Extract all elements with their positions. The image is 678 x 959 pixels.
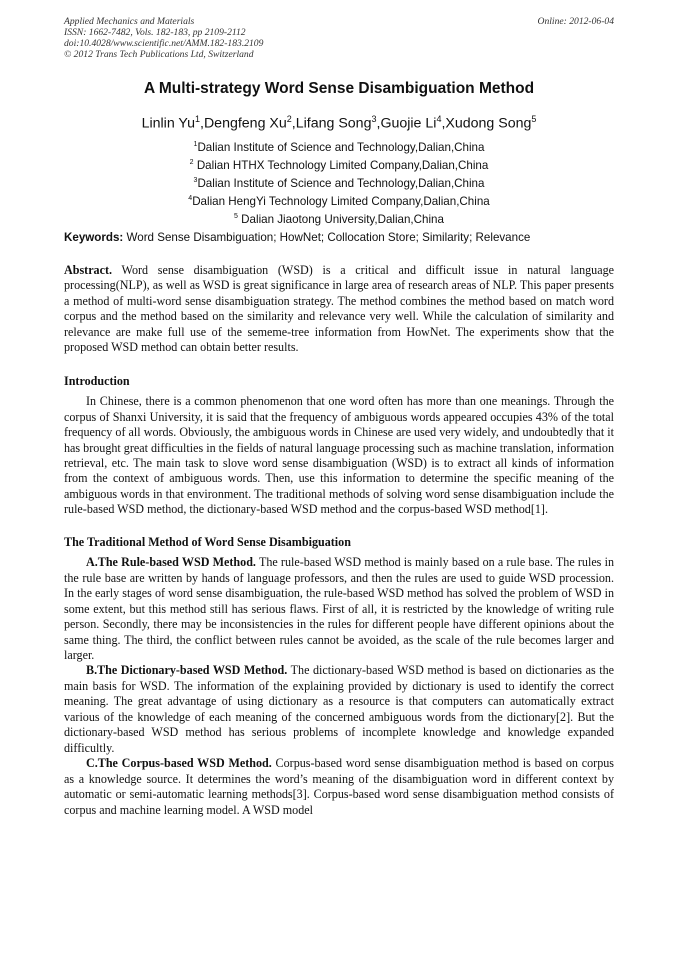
affiliation-text: Dalian HTHX Technology Limited Company,Dalian,China (196, 158, 489, 172)
keywords (64, 231, 614, 244)
author-name: Xudong Song (445, 115, 532, 132)
affiliation-sup: 3 (193, 177, 198, 185)
copyright-line: © 2012 Trans Tech Publications Ltd, Switzerland (64, 49, 254, 60)
online-date: Online: 2012-06-04 (537, 16, 614, 27)
rule-based-paragraph (64, 555, 614, 663)
affiliation-sup: 5 (234, 213, 238, 221)
dictionary-based-text: The dictionary-based WSD method is based on dictionaries as the main basis for WSD. The information of the explaining provided by dictionary is used to identify the correct meaning. The great advantage of using dictionary as a resource is that computers can automatically extract various of the knowledge of each meaning of the concerned ambiguous words from the dictionary[2]. But the dictionary-based WSD method has serious problems of incomplete knowledge and knowledge expanded difficultly. (64, 663, 614, 755)
author-name: Guojie Li (380, 115, 437, 132)
doi-line: doi:10.4028/www.scientific.net/AMM.182-183.2109 (64, 38, 264, 49)
affiliation-list (0, 137, 678, 227)
author-sup: 3 (371, 114, 377, 124)
dictionary-based-paragraph (64, 663, 614, 756)
keywords-label: Keywords: (64, 231, 124, 244)
abstract (64, 263, 614, 356)
rule-based-text: The rule-based WSD method is mainly based on a rule base. The rules in the rule base are written by hands of language professors, and then the rules are used to guide WSD procession. In the early stages of word sense disambiguation, the rule-based WSD method has solved the problem of WSD in some extent, but this method still has serious flaws. First of all, it is restricted by the knowledge of writing rule person. Secondly, there may be inconsistencies in the rules for different people have different opinions about the same thing. The third, the conflict between rules cannot be avoided, as the scale of the rule becomes larger and larger. (64, 555, 614, 662)
corpus-based-paragraph (64, 756, 614, 818)
affiliation-text: Dalian Institute of Science and Technology,Dalian,China (197, 176, 485, 190)
issn-line: ISSN: 1662-7482, Vols. 182-183, pp 2109-2112 (64, 27, 246, 38)
paper-title: A Multi-strategy Word Sense Disambiguation Method (143, 80, 535, 97)
affiliation (0, 155, 678, 173)
author-name: Linlin Yu (141, 115, 195, 132)
affiliation (0, 191, 678, 209)
corpus-based-label: C.The Corpus-based WSD Method. (86, 756, 272, 771)
rule-based-label: A.The Rule-based WSD Method. (86, 555, 256, 570)
affiliation (0, 209, 678, 227)
abstract-text: Word sense disambiguation (WSD) is a critical and difficult issue in natural language processing(NLP), as well as WSD is great significance in large area of research areas of NLP. This paper presents a method of multi-word sense disambiguation strategy. The method combines the method based on match word corpus and the method based on the similarity and relevance very well. While the calculation of similarity and relevance are make full use of the sememe-tree information from HowNet. The experiments show that the proposed WSD method can obtain better results. (64, 263, 614, 355)
affiliation-sup: 4 (188, 195, 193, 203)
affiliation-text: Dalian HengYi Technology Limited Company,Dalian,China (192, 195, 490, 209)
author-sup: 4 (436, 114, 442, 124)
journal-name: Applied Mechanics and Materials (64, 16, 195, 27)
author-sup: 2 (286, 114, 292, 124)
affiliation-sup: 1 (193, 141, 198, 148)
affiliation-text: Dalian Jiaotong University,Dalian,China (241, 213, 444, 227)
dictionary-based-label: B.The Dictionary-based WSD Method. (86, 663, 288, 678)
introduction-paragraph: In Chinese, there is a common phenomenon that one word often has more than one meanings. Through the corpus of Shanxi University, it is said that the frequency of ambiguous words appeared occupies 43% of the total frequency of all words. Obviously, the ambiguous words in Chinese are used very widely, and undoubtedly that it has brought great difficulties in the fields of natural language processing such as machine translation, information retrieval, etc. The main task to slove word sense disambiguation (WSD) is to extract all kinds of information from the context of ambiguous words. Then, use this information to determine the specific meaning of the ambiguous words in that environment. The traditional methods of solving word sense disambiguation include the rule-based WSD method, the dictionary-based WSD method and the corpus-based WSD method[1]. (64, 394, 614, 517)
author-list: Linlin Yu$^1$,Dengfeng Xu$^2$,Lifang Song$^3$,Guojie Li$^4$,Xudong Song$^5$ (141, 114, 537, 132)
affiliation-text: Dalian Institute of Science and Technology,Dalian,China (197, 140, 485, 154)
affiliation (0, 173, 678, 191)
abstract-label: Abstract. (64, 263, 113, 277)
author-sup: 5 (531, 114, 537, 124)
paper-body (64, 263, 614, 818)
affiliation-sup: 2 (189, 159, 194, 167)
traditional-heading: The Traditional Method of Word Sense Disambiguation (64, 534, 351, 549)
affiliation (0, 137, 678, 155)
keywords-text: Word Sense Disambiguation; HowNet; Collocation Store; Similarity; Relevance (126, 231, 531, 244)
author-name: Dengfeng Xu (203, 115, 287, 132)
author-name: Lifang Song (295, 115, 372, 132)
corpus-based-text: Corpus-based word sense disambiguation method is based on corpus as a knowledge source. It determines the word’s meaning of the disambiguation word in different context by automatic or semi-automatic learning methods[3]. Corpus-based word sense disambiguation method consists of corpus and machine learning model. A WSD model (64, 756, 614, 817)
page-header (64, 16, 614, 60)
introduction-heading: Introduction (64, 373, 130, 388)
author-sup: 1 (194, 114, 200, 124)
